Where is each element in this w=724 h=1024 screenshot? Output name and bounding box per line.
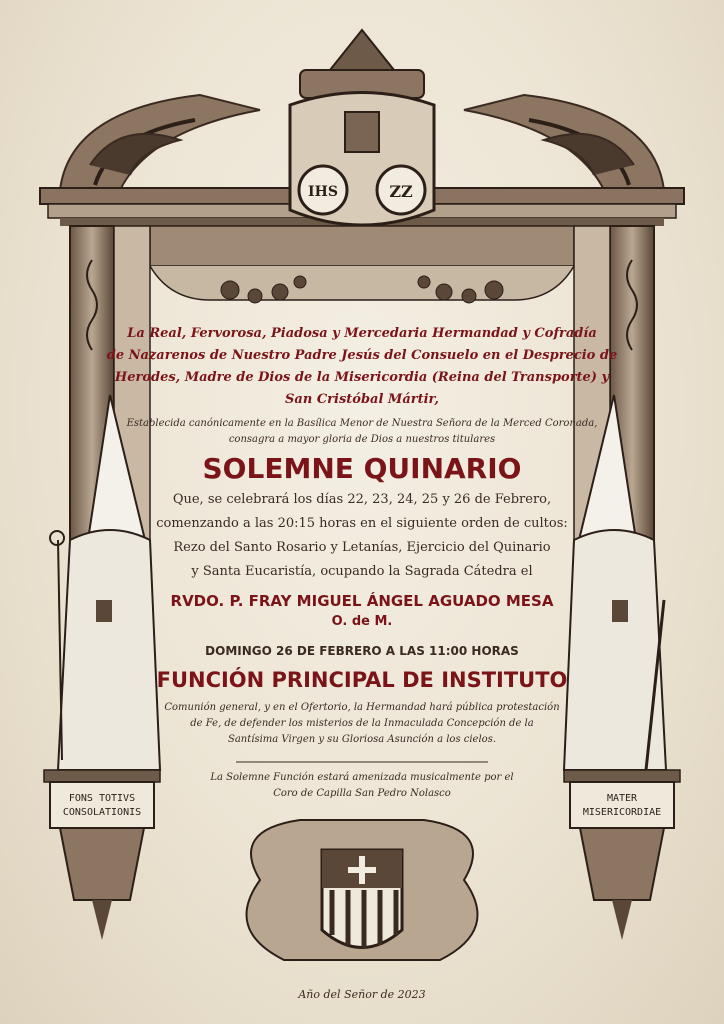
- function-title: FUNCIÓN PRINCIPAL DE INSTITUTO: [156, 668, 568, 692]
- medallion-left-text: IHS: [308, 184, 338, 200]
- plaque-left-line-2: CONSOLATIONIS: [62, 807, 142, 818]
- heading-line-2: de Nazarenos de Nuestro Padre Jesús del Consuelo en el Desprecio de: [106, 348, 618, 363]
- music-line-1: La Solemne Función estará amenizada musicalmente por el: [210, 772, 514, 783]
- preacher-order: O. de M.: [331, 614, 393, 629]
- intro-line-1: Establecida canónicamente en la Basílica Menor de Nuestra Señora de la Merced Coronada,: [126, 418, 598, 429]
- heading-line-1: La Real, Fervorosa, Piadosa y Mercedaria Hermandad y Cofradía: [127, 326, 597, 341]
- description-line-3: Rezo del Santo Rosario y Letanías, Ejercicio del Quinario: [173, 540, 551, 555]
- heading-line-3: Herodes, Madre de Dios de la Misericordia (Reina del Transporte) y: [114, 370, 610, 385]
- function-date: DOMINGO 26 DE FEBRERO A LAS 11:00 HORAS: [205, 644, 519, 658]
- top-crest: [290, 30, 434, 225]
- main-title: SOLEMNE QUINARIO: [202, 452, 522, 485]
- pediment-left: [60, 95, 260, 190]
- heading-line-4: San Cristóbal Mártir,: [285, 392, 439, 407]
- medallion-right-text: ZZ: [389, 182, 413, 201]
- plaque-right: [570, 792, 674, 820]
- plaque-left-line-1: FONS TOTIVS: [68, 793, 136, 804]
- function-text-line-2: de Fe, de defender los misterios de la Inmaculada Concepción de la: [190, 718, 534, 729]
- preacher-name: RVDO. P. FRAY MIGUEL ÁNGEL AGUADO MESA: [170, 592, 554, 610]
- footer-year: Año del Señor de 2023: [298, 988, 426, 1001]
- music-line-2: Coro de Capilla San Pedro Nolasco: [273, 788, 451, 799]
- bottom-coat-of-arms: [247, 820, 478, 960]
- plaque-right-line-1: MATER: [606, 793, 638, 804]
- plaque-right-line-2: MISERICORDIAE: [582, 807, 662, 818]
- description-line-4: y Santa Eucaristía, ocupando la Sagrada Cátedra el: [191, 564, 533, 579]
- function-text-line-3: Santísima Virgen y su Gloriosa Asunción a los cielos.: [227, 734, 497, 745]
- description-line-2: comenzando a las 20:15 horas en el siguiente orden de cultos:: [156, 516, 568, 531]
- intro-line-2: consagra a mayor gloria de Dios a nuestros titulares: [228, 434, 496, 445]
- plaque-left: [50, 792, 154, 820]
- description-line-1: Que, se celebrará los días 22, 23, 24, 25 y 26 de Febrero,: [172, 492, 552, 507]
- pediment-right: [464, 95, 664, 190]
- function-text-line-1: Comunión general, y en el Ofertorio, la Hermandad hará pública protestación: [164, 702, 560, 713]
